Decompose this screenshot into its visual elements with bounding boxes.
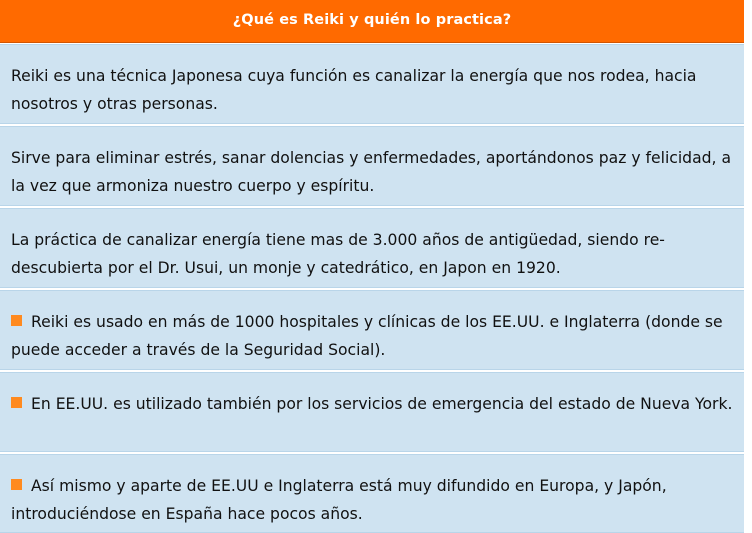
orange-square-bullet-icon: [11, 397, 22, 408]
info-row-new-york: [0, 372, 744, 452]
info-row-definition: [0, 44, 744, 124]
header-bar: [0, 0, 744, 43]
info-bullet-item: [11, 472, 734, 528]
info-bullet-item: [11, 308, 734, 364]
info-text: Así mismo y aparte de EE.UU e Inglaterra está muy difundido en Europa, y Japón, introduciéndose en España hace pocos años.: [11, 477, 667, 523]
info-text: Reiki es usado en más de 1000 hospitales y clínicas de los EE.UU. e Inglaterra (donde se puede acceder a través de la Seguridad Social).: [11, 313, 723, 359]
info-text: En EE.UU. es utilizado también por los servicios de emergencia del estado de Nueva York.: [31, 395, 733, 413]
info-row-history: [0, 208, 744, 288]
info-row-europe: [0, 454, 744, 533]
info-row-hospitals: [0, 290, 744, 370]
info-text: La práctica de canalizar energía tiene mas de 3.000 años de antigüedad, siendo re-descubierta por el Dr. Usui, un monje y catedrático, en Japon en 1920.: [11, 231, 665, 277]
info-row-benefits: [0, 126, 744, 206]
info-bullet-item: [11, 390, 734, 418]
info-text: Reiki es una técnica Japonesa cuya función es canalizar la energía que nos rodea, hacia nosotros y otras personas.: [11, 67, 697, 113]
page-title: ¿Qué es Reiki y quién lo practica?: [232, 11, 512, 28]
orange-square-bullet-icon: [11, 479, 22, 490]
info-text: Sirve para eliminar estrés, sanar dolencias y enfermedades, aportándonos paz y felicidad, a la vez que armoniza nuestro cuerpo y espíritu.: [11, 149, 732, 195]
orange-square-bullet-icon: [11, 315, 22, 326]
